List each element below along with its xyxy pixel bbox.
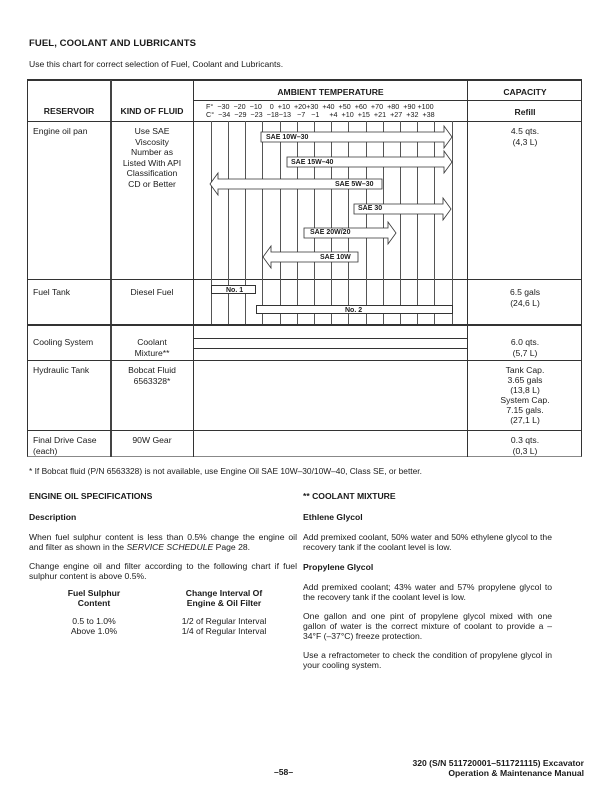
intro-text: Use this chart for correct selection of Fuel, Coolant and Lubricants. [29, 59, 284, 69]
row-final-drive-reservoir: Final Drive Case (each) [33, 435, 97, 456]
ethlene-heading: Ethlene Glycol [303, 512, 363, 522]
ethlene-text: Add premixed coolant, 50% water and 50% ethylene glycol to the recovery tank if the coolant level is low. [303, 532, 552, 552]
spec-col2-values: 1/2 of Regular Interval 1/4 of Regular Interval [181, 616, 267, 637]
header-reservoir: RESERVOIR [43, 106, 95, 116]
row-engine-oil-reservoir: Engine oil pan [33, 126, 88, 136]
sae-20w20-label: SAE 20W/20 [310, 229, 351, 236]
row-engine-oil-fluid: Use SAE Viscosity Number as Listed With API Classification CD or Better [122, 126, 182, 189]
row-hydraulic-capacity: Tank Cap. 3.65 gals (13,8 L) System Cap. 7.15 gals. (27,1 L) [500, 365, 550, 425]
row-fuel-tank-reservoir: Fuel Tank [33, 287, 71, 297]
spec-col1-values: 0.5 to 1.0% Above 1.0% [70, 616, 118, 637]
engine-oil-para1: When fuel sulphur content is less than 0.5% change the engine oil and filter as shown in the SERVICE SCHEDULE Page 28. [29, 532, 297, 552]
table-footnote: * If Bobcat fluid (P/N 6563328) is not available, use Engine Oil SAE 10W–30/10W–40, Class SE, or better. [29, 466, 422, 476]
row-hydraulic-fluid: Bobcat Fluid 6563328* [128, 365, 176, 386]
propylene-text-3: Use a refractometer to check the condition of propylene glycol in your cooling system. [303, 650, 552, 670]
row-final-drive-capacity: 0.3 qts. (0,3 L) [510, 435, 540, 456]
header-refill: Refill [514, 107, 536, 117]
row-cooling-capacity: 6.0 qts. (5,7 L) [510, 337, 540, 358]
coolant-section [303, 491, 552, 670]
header-kind-of-fluid: KIND OF FLUID [120, 106, 184, 116]
engine-oil-subheading: Description [29, 512, 77, 522]
row-fuel-tank-fluid: Diesel Fuel [130, 287, 174, 297]
row-cooling-fluid: Coolant Mixture** [134, 337, 170, 358]
row-fuel-tank-capacity: 6.5 gals (24,6 L) [509, 287, 541, 308]
row-final-drive-fluid: 90W Gear [132, 435, 172, 445]
row-cooling-reservoir: Cooling System [33, 337, 94, 347]
grid-line [262, 121, 263, 324]
header-capacity: CAPACITY [503, 87, 547, 97]
engine-oil-heading: ENGINE OIL SPECIFICATIONS [29, 491, 153, 501]
sae-5w30-label: SAE 5W–30 [335, 181, 374, 188]
spec-col2-header: Change Interval Of Engine & Oil Filter [185, 588, 263, 609]
page-number: –58– [274, 767, 294, 777]
row-hydraulic-reservoir: Hydraulic Tank [33, 365, 90, 375]
row-engine-oil-capacity: 4.5 qts. (4,3 L) [510, 126, 540, 147]
header-ambient-temperature: AMBIENT TEMPERATURE [277, 87, 384, 97]
propylene-heading: Propylene Glycol [303, 562, 374, 573]
sae-30-label: SAE 30 [358, 205, 383, 212]
spec-col1-header: Fuel Sulphur Content [67, 588, 121, 609]
sae-10w-label: SAE 10W [320, 254, 351, 261]
propylene-text-1: Add premixed coolant; 43% water and 57% propylene glycol to the recovery tank if the coolant level is low. [303, 582, 552, 602]
sulphur-spec-table [29, 588, 297, 658]
manual-title: 320 (S/N 511720001–511721115) Excavator Operation & Maintenance Manual [412, 758, 584, 778]
engine-oil-para2: Change engine oil and filter according to the following chart if fuel sulphur content is above 0.5%. [29, 561, 297, 581]
fuel-no1-bar: No. 1 [211, 285, 256, 294]
sae-10w30-label: SAE 10W–30 [266, 134, 309, 141]
sae-15w40-label: SAE 15W–40 [291, 159, 334, 166]
page-title: FUEL, COOLANT AND LUBRICANTS [29, 38, 197, 49]
fuel-no2-bar: No. 2 [256, 305, 453, 314]
grid-line [280, 121, 281, 324]
celsius-scale: C° −34 −29 −23 −18−13 −7 −1 +4 +10 +15 +21 +27 +32 +38 [206, 110, 435, 119]
propylene-text-2: One gallon and one pint of propylene glycol mixed with one gallon of water is the correct mixture of coolant to provide a –34°F (–37°C) freeze protection. [303, 611, 552, 641]
fahrenheit-scale: F° −30 −20 −10 0 +10 +20+30 +40 +50 +60 +70 +80 +90 +100 [206, 102, 434, 111]
coolant-heading: ** COOLANT MIXTURE [303, 491, 396, 501]
engine-oil-section [29, 491, 297, 658]
